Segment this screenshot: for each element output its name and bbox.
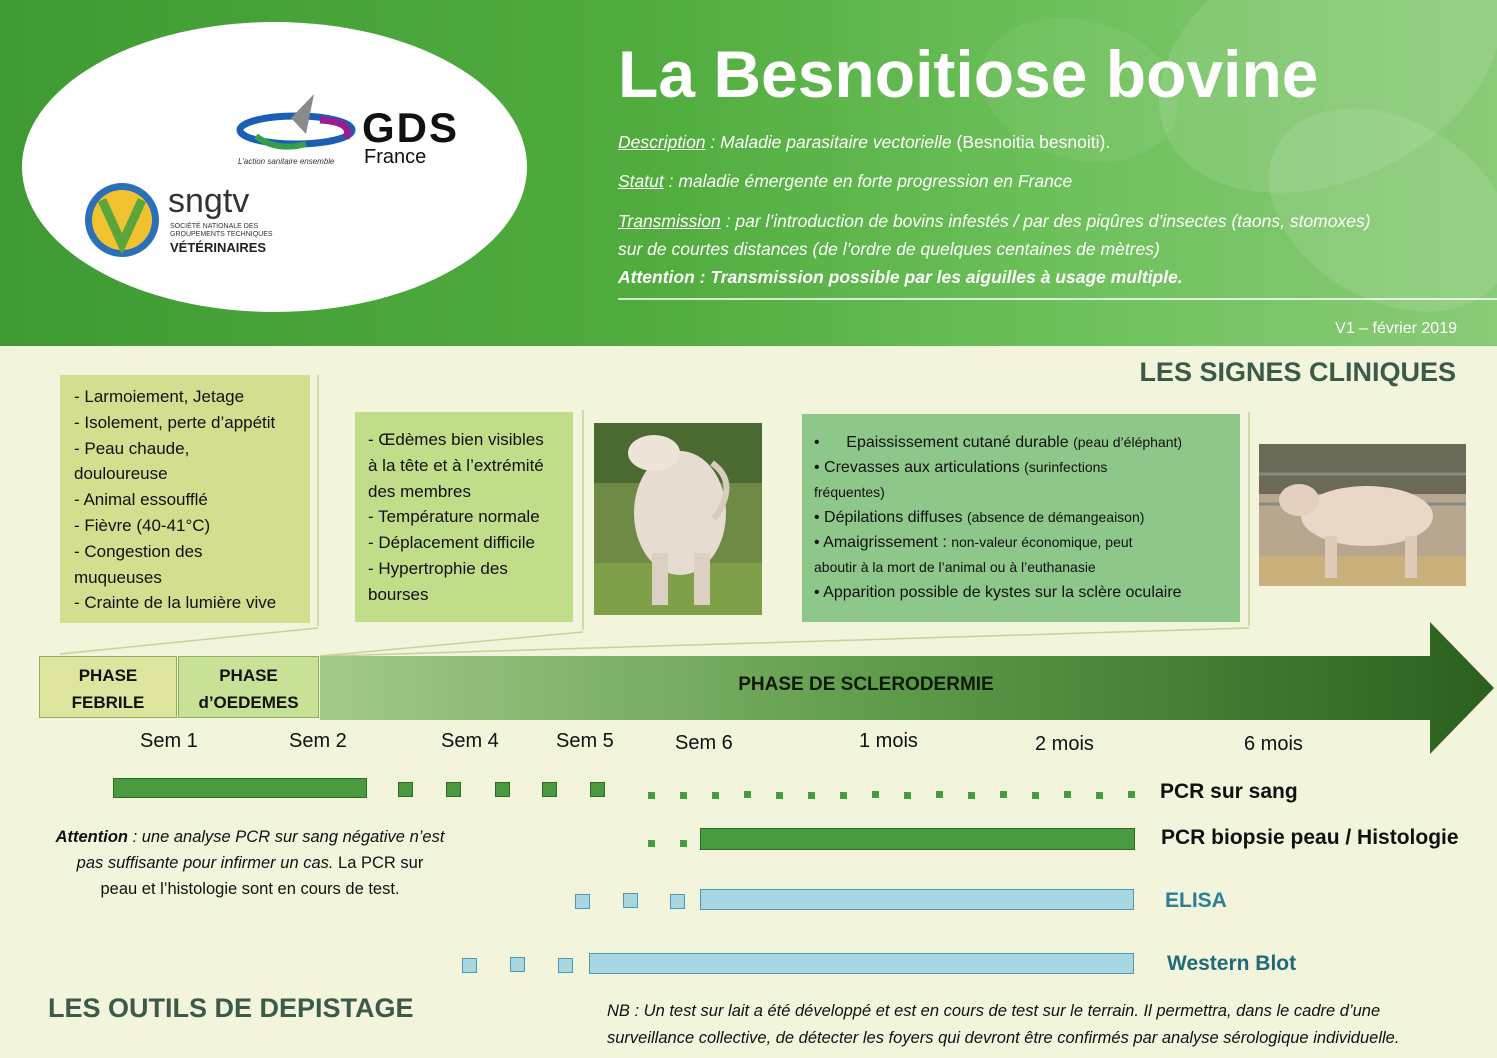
phase-febrile xyxy=(39,656,177,718)
note-text: pas suffisante pour infirmer un cas. xyxy=(76,854,339,872)
nb-line: surveillance collective, de détecter les foyers qui devront être confirmés par analyse sérologique individuelle. xyxy=(607,1029,1400,1047)
sign-item: - Déplacement difficile xyxy=(368,533,535,553)
statut-line xyxy=(618,171,1072,192)
sign-item: - Larmoiement, Jetage xyxy=(74,387,245,406)
elisa-bar xyxy=(700,889,1134,910)
gds-name: GDS xyxy=(362,104,460,151)
sngtv-sub3: VÉTÉRINAIRES xyxy=(170,240,267,255)
pcr-sang-bar xyxy=(113,778,367,798)
gds-sub: France xyxy=(364,146,427,168)
pcr-sang-marker xyxy=(495,782,510,797)
sign-item: - Animal essoufflé xyxy=(74,490,208,510)
timeline-label: Sem 1 xyxy=(140,730,198,752)
pcr-sang-marker xyxy=(590,782,605,797)
pcr-sang-dot xyxy=(1096,792,1103,799)
sign-text: • Dépilations diffuses xyxy=(814,509,967,526)
pcr-sang-dot xyxy=(1000,791,1007,798)
elisa-label: ELISA xyxy=(1165,889,1227,912)
sign-detail: fréquentes) xyxy=(814,484,885,500)
pcr-sang-dot xyxy=(1032,792,1039,799)
sign-item: des membres xyxy=(368,481,471,501)
gds-tagline: L’action sanitaire ensemble xyxy=(238,157,335,166)
sign-detail: non-valeur économique, peut xyxy=(951,534,1133,550)
sign-item: bourses xyxy=(368,584,429,604)
pcr-sang-dot xyxy=(808,792,815,799)
timeline-label: Sem 2 xyxy=(289,730,347,752)
phase-sclerodermie-label: PHASE DE SCLERODERMIE xyxy=(738,674,994,695)
pcr-biopsie-label: PCR biopsie peau / Histologie xyxy=(1161,826,1459,849)
pcr-sang-dot xyxy=(936,791,943,798)
elisa-marker xyxy=(575,894,590,909)
sign-item: - Crainte de la lumière vive xyxy=(74,593,277,613)
phase-label: PHASE xyxy=(219,666,278,685)
sngtv-name: sngtv xyxy=(168,182,250,220)
header-divider xyxy=(618,298,1497,300)
nb-line: NB : Un test sur lait a été développé et est en cours de test sur le terrain. Il permettra, dans le cadre d’une xyxy=(607,1002,1381,1020)
pcr-sang-dot xyxy=(840,792,847,799)
tools-title: LES OUTILS DE DEPISTAGE xyxy=(48,993,414,1023)
note-line xyxy=(40,850,460,876)
pcr-sang-marker xyxy=(542,782,557,797)
note-text: La PCR sur xyxy=(338,854,424,872)
sign-item: - Peau chaude, xyxy=(74,438,190,458)
sngtv-sub2: GROUPEMENTS TECHNIQUES xyxy=(170,231,273,238)
transmission-line-2: sur de courtes distances (de l’ordre de quelques centaines de mètres) xyxy=(618,239,1160,259)
sngtv-sub1: SOCIÉTÉ NATIONALE DES xyxy=(170,223,259,230)
connector-lines xyxy=(0,370,1497,660)
sign-detail: (absence de démangeaison) xyxy=(966,509,1145,525)
pcr-sang-dot xyxy=(968,792,975,799)
western-bar xyxy=(589,953,1134,974)
timeline-label: 1 mois xyxy=(859,730,918,752)
sign-item: - Congestion des xyxy=(74,541,203,561)
sign-item: - Fièvre (40-41°C) xyxy=(74,515,211,535)
timeline-label: 6 mois xyxy=(1244,733,1303,755)
sngtv-logo xyxy=(82,180,164,262)
timeline-label: Sem 6 xyxy=(675,732,733,754)
elisa-marker xyxy=(670,894,685,909)
description-line xyxy=(618,132,1110,153)
transmission-label: Transmission xyxy=(618,211,721,231)
western-label: Western Blot xyxy=(1167,952,1297,975)
phase-label: PHASE xyxy=(78,666,138,685)
western-marker xyxy=(510,957,525,972)
pcr-sang-marker xyxy=(446,782,461,797)
sign-detail: aboutir à la mort de l’animal ou à l’euthanasie xyxy=(814,559,1096,575)
note-line: peau et l’histologie sont en cours de test. xyxy=(100,880,400,898)
transmission-attention: Attention : Transmission possible par les aiguilles à usage multiple. xyxy=(618,267,1183,287)
sign-text: • Crevasses aux articulations xyxy=(814,459,1025,476)
sign-item: - Isolement, perte d’appétit xyxy=(74,412,276,432)
pcr-sang-dot xyxy=(648,792,655,799)
pcr-sang-dot xyxy=(1064,791,1071,798)
version-label: V1 – février 2019 xyxy=(1335,320,1457,337)
phase-label: d’OEDEMES xyxy=(198,693,299,712)
pcr-biopsie-bar xyxy=(700,828,1135,850)
page-title: La Besnoitiose bovine xyxy=(618,37,1319,111)
timeline-label: 2 mois xyxy=(1035,733,1094,755)
pcr-sang-label: PCR sur sang xyxy=(1160,780,1298,803)
pcr-sang-dot xyxy=(1128,791,1135,798)
sign-item: - Œdèmes bien visibles xyxy=(368,430,544,449)
nb-note xyxy=(607,998,1487,1052)
description-species: (Besnoitia besnoiti). xyxy=(956,132,1111,152)
western-marker xyxy=(462,958,477,973)
statut-text: : maladie émergente en forte progression en France xyxy=(663,171,1073,191)
pcr-biopsie-dot xyxy=(680,840,687,847)
sign-item: muqueuses xyxy=(74,567,162,587)
sign-text: • Apparition possible de kystes sur la sclère oculaire xyxy=(814,584,1182,601)
pcr-sang-dot xyxy=(680,792,687,799)
transmission-line xyxy=(618,211,1371,232)
timeline-label: Sem 4 xyxy=(441,730,499,752)
sign-text: • Epaississement cutané durable xyxy=(814,434,1074,451)
statut-label: Statut xyxy=(618,171,664,191)
description-text: : Maladie parasitaire vectorielle xyxy=(705,132,957,152)
phase-oedemes xyxy=(178,656,319,718)
description-label: Description xyxy=(618,132,706,152)
transmission-text: : par l’introduction de bovins infestés / par des piqûres d’insectes (taons, stomoxes) xyxy=(720,211,1371,231)
sign-item: douloureuse xyxy=(74,464,168,484)
western-marker xyxy=(558,958,573,973)
sign-text: • Amaigrissement : xyxy=(814,534,952,551)
gds-swoosh-purple xyxy=(320,120,348,138)
pcr-sang-dot xyxy=(904,792,911,799)
phase-label: FEBRILE xyxy=(71,693,145,712)
pcr-sang-dot xyxy=(872,791,879,798)
pcr-biopsie-dot xyxy=(648,840,655,847)
sign-item: à la tête et à l’extrémité xyxy=(368,455,544,475)
pcr-sang-dot xyxy=(744,791,751,798)
pcr-attention-note xyxy=(40,824,460,902)
pcr-sang-dot xyxy=(712,792,719,799)
note-line xyxy=(40,824,460,850)
elisa-marker xyxy=(623,893,638,908)
pcr-sang-dot xyxy=(776,792,783,799)
pcr-sang-marker xyxy=(398,782,413,797)
note-bold: Attention xyxy=(55,828,128,846)
timeline-label: Sem 5 xyxy=(556,730,614,752)
sign-detail: (surinfections xyxy=(1024,459,1108,475)
sign-item: - Hypertrophie des xyxy=(368,558,508,578)
sign-item: - Température normale xyxy=(368,507,540,527)
signs-title: LES SIGNES CLINIQUES xyxy=(1139,357,1456,387)
sign-detail: (peau d’éléphant) xyxy=(1073,434,1183,450)
note-text: : une analyse PCR sur sang négative n’est xyxy=(127,828,445,846)
